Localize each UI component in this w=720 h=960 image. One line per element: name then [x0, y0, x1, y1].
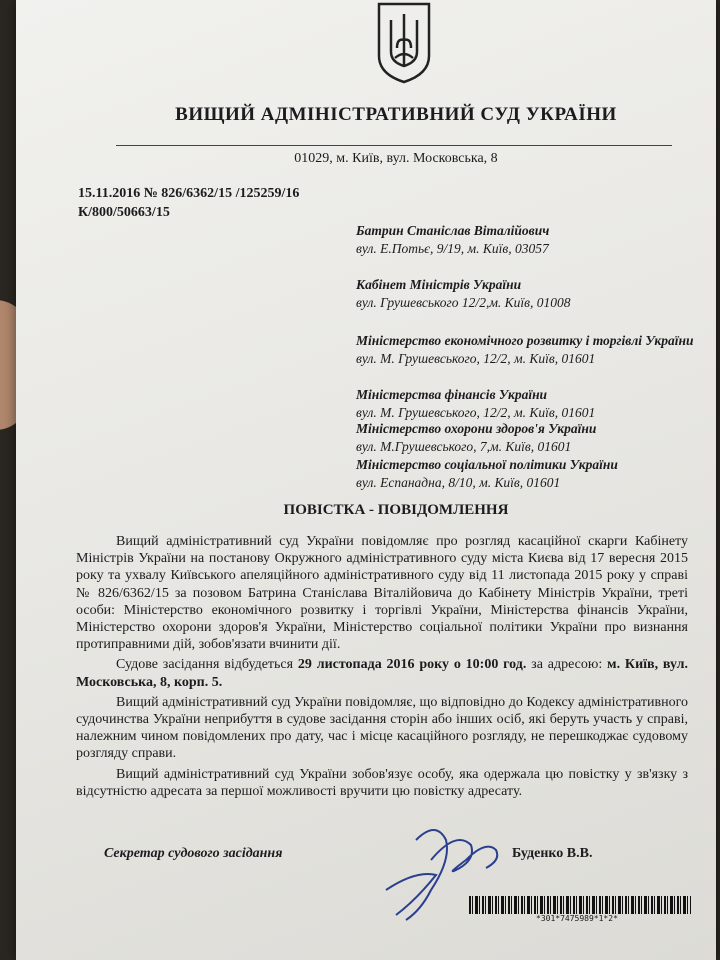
recipient-address: вул. М. Грушевського, 12/2, м. Київ, 01601 — [356, 405, 596, 420]
recipient-cabinet — [356, 276, 696, 312]
recipient-social-ministry — [356, 456, 696, 492]
recipient-address: вул. Грушевського 12/2,м. Київ, 01008 — [356, 295, 571, 310]
body-paragraph-absence: Вищий адміністративний суд України повідомляє, що відповідно до Кодексу адміністративного судочинства України неприбуття в судове засідання сторін або інших осіб, які беруть участь у справі, належним чином повідомлених про дату, час і місце касаційного розгляду, не перешкоджає судовому розгляду справи. — [76, 694, 688, 762]
reference-number: 15.11.2016 № 826/6362/15 /125259/16 — [78, 186, 300, 201]
body-paragraph-hearing — [76, 656, 688, 690]
recipient-name: Батрин Станіслав Віталійович — [356, 223, 550, 238]
recipient-name: Міністерство економічного розвитку і торгівлі України — [356, 333, 694, 348]
court-name: ВИЩИЙ АДМІНІСТРАТИВНИЙ СУД УКРАЇНИ — [175, 104, 617, 125]
header-divider — [116, 145, 672, 146]
barcode-number: *301*7475989*1*2* — [536, 914, 618, 923]
recipient-address: вул. М. Грушевського, 12/2, м. Київ, 01601 — [356, 351, 596, 366]
hearing-address: м. Київ, вул. Московська, 8, корп. 5. — [76, 657, 688, 690]
document-page — [16, 0, 716, 960]
recipient-economy-ministry — [356, 332, 696, 368]
recipient-address: вул. М.Грушевського, 7,м. Київ, 01601 — [356, 439, 572, 454]
recipient-address: вул. Е.Потьє, 9/19, м. Київ, 03057 — [356, 241, 549, 256]
document-title: ПОВІСТКА - ПОВІДОМЛЕННЯ — [283, 502, 509, 518]
recipient-name: Кабінет Міністрів України — [356, 277, 522, 292]
court-address: 01029, м. Київ, вул. Московська, 8 — [294, 151, 498, 166]
recipient-health-ministry — [356, 420, 696, 456]
secretary-name: Буденко В.В. — [512, 846, 593, 861]
hearing-mid: за адресою: — [531, 657, 603, 673]
recipient-name: Міністерство охорони здоров'я України — [356, 421, 597, 436]
trident-emblem-icon — [371, 0, 437, 84]
recipient-address: вул. Еспанадна, 8/10, м. Київ, 01601 — [356, 475, 561, 490]
recipient-name: Міністерство соціальної політики України — [356, 457, 618, 472]
recipient-finance-ministry — [356, 386, 696, 422]
document-body — [76, 533, 688, 803]
secretary-label: Секретар судового засідання — [104, 846, 283, 861]
recipient-name: Міністерства фінансів України — [356, 387, 548, 402]
recipient-batryn — [356, 222, 696, 258]
body-paragraph-delivery: Вищий адміністративний суд України зобов'язує особу, яка одержала цю повістку у зв'язку з відсутністю адресата за першої можливості вручити цю повістку адресату. — [76, 766, 688, 799]
hearing-prefix: Судове засідання відбудеться — [116, 657, 294, 673]
case-number: К/800/50663/15 — [78, 205, 170, 220]
barcode — [469, 896, 691, 914]
body-paragraph-case: Вищий адміністративний суд України повідомляє про розгляд касаційної скарги Кабінету Міністрів України на постанову Окружного адміністративного суду міста Києва від 17 вересня 2015 року та ухвалу Київського апеляційного адміністративного суду від 11 листопада 2015 року у справі № 826/6362/15 за позовом Батрина Станіслава Віталійовича до Кабінету Міністрів України, треті особи: Міністерство економічного розвитку і торгівлі України, Міністерства фінансів України, Міністерство охорони здоров'я України, Міністерство соціальної політики України про визнання протиправними дій, зобов'язати вчинити дії. — [76, 534, 688, 653]
hearing-datetime: 29 листопада 2016 року о 10:00 год. — [297, 657, 527, 673]
